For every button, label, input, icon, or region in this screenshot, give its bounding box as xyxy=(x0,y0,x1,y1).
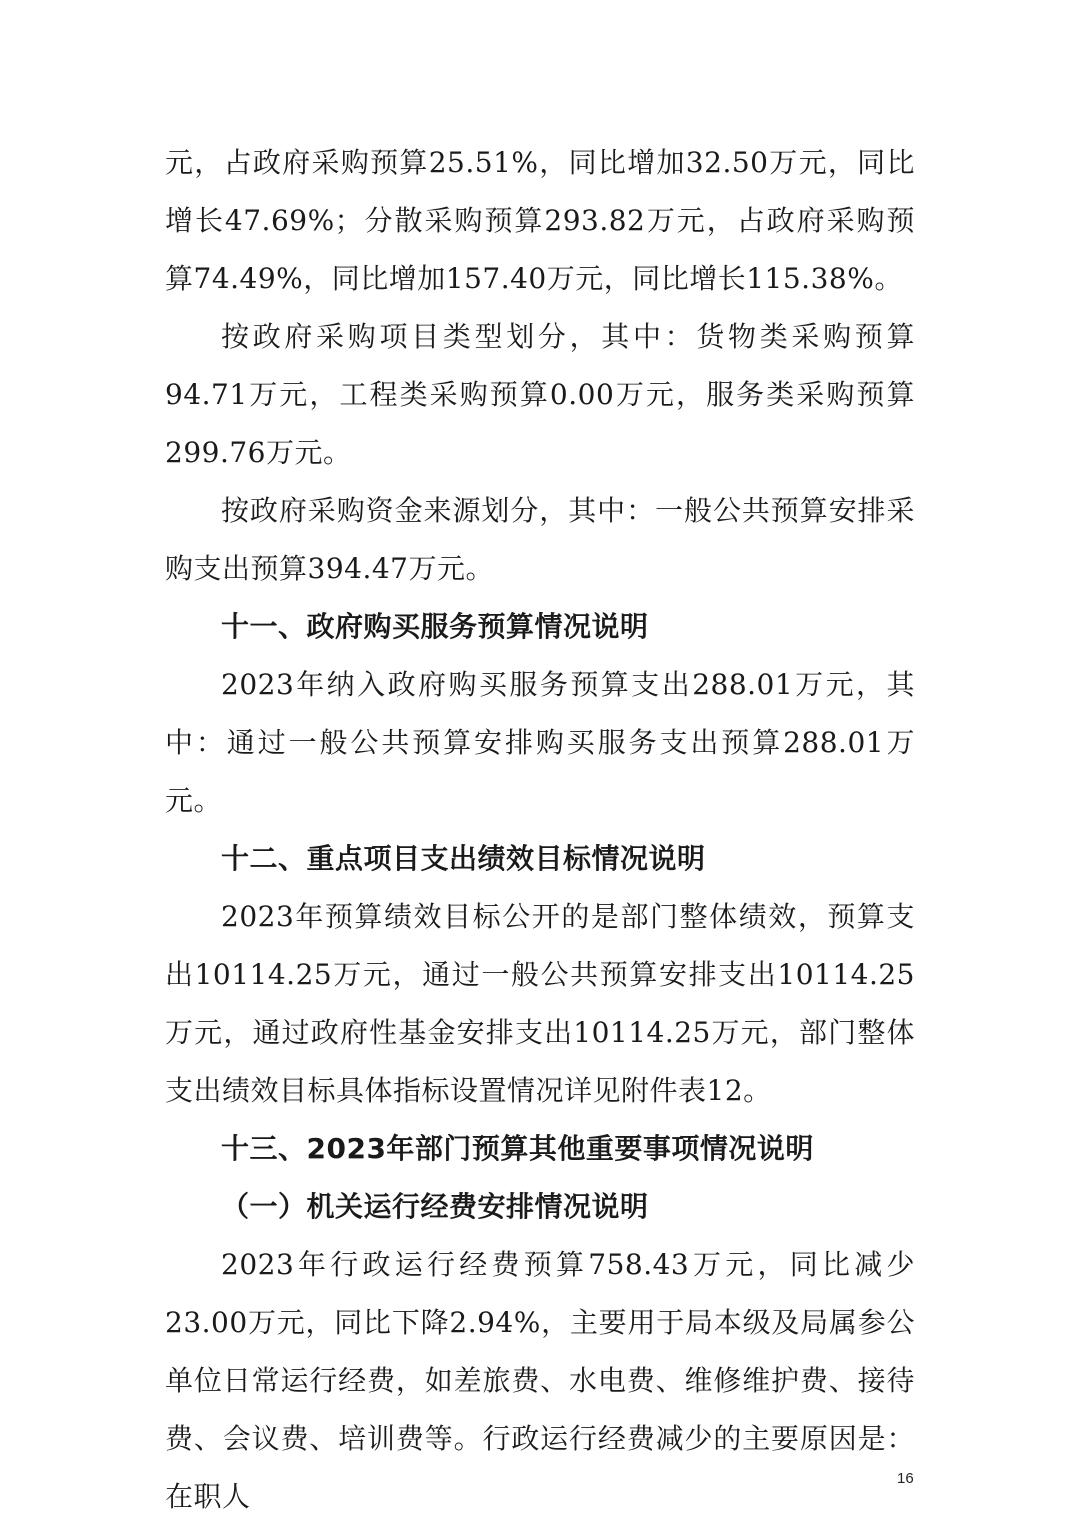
section-heading-13: 十三、2023年部门预算其他重要事项情况说明 xyxy=(221,1132,814,1165)
paragraph-performance-goals: 2023年预算绩效目标公开的是部门整体绩效，预算支出10114.25万元，通过一般公共预算安排支出10114.25万元，通过政府性基金安排支出10114.25万元，部门整体支出绩效目标具体指标设置情况详见附件表12。 xyxy=(165,900,915,1107)
paragraph-procurement-type: 按政府采购项目类型划分，其中：货物类采购预算94.71万元，工程类采购预算0.00万元，服务类采购预算299.76万元。 xyxy=(165,320,915,469)
paragraph-purchase-services: 2023年纳入政府购买服务预算支出288.01万元，其中：通过一般公共预算安排购买服务支出预算288.01万元。 xyxy=(165,668,915,817)
paragraph-procurement-share: 元，占政府采购预算25.51%，同比增加32.50万元，同比增长47.69%；分散采购预算293.82万元，占政府采购预算74.49%，同比增加157.40万元，同比增长115.38%。 xyxy=(165,146,915,295)
section-heading-11: 十一、政府购买服务预算情况说明 xyxy=(221,610,649,643)
subsection-heading-1: （一）机关运行经费安排情况说明 xyxy=(221,1190,649,1223)
section-heading-12: 十二、重点项目支出绩效目标情况说明 xyxy=(221,842,706,875)
paragraph-procurement-source: 按政府采购资金来源划分，其中：一般公共预算安排采购支出预算394.47万元。 xyxy=(165,494,915,585)
document-page xyxy=(165,134,915,1526)
page-number: 16 xyxy=(897,1470,914,1487)
paragraph-operating-expenses: 2023年行政运行经费预算758.43万元，同比减少23.00万元，同比下降2.94%，主要用于局本级及局属参公单位日常运行经费，如差旅费、水电费、维修维护费、接待费、会议费、培训费等。行政运行经费减少的主要原因是：在职人 xyxy=(165,1248,915,1513)
